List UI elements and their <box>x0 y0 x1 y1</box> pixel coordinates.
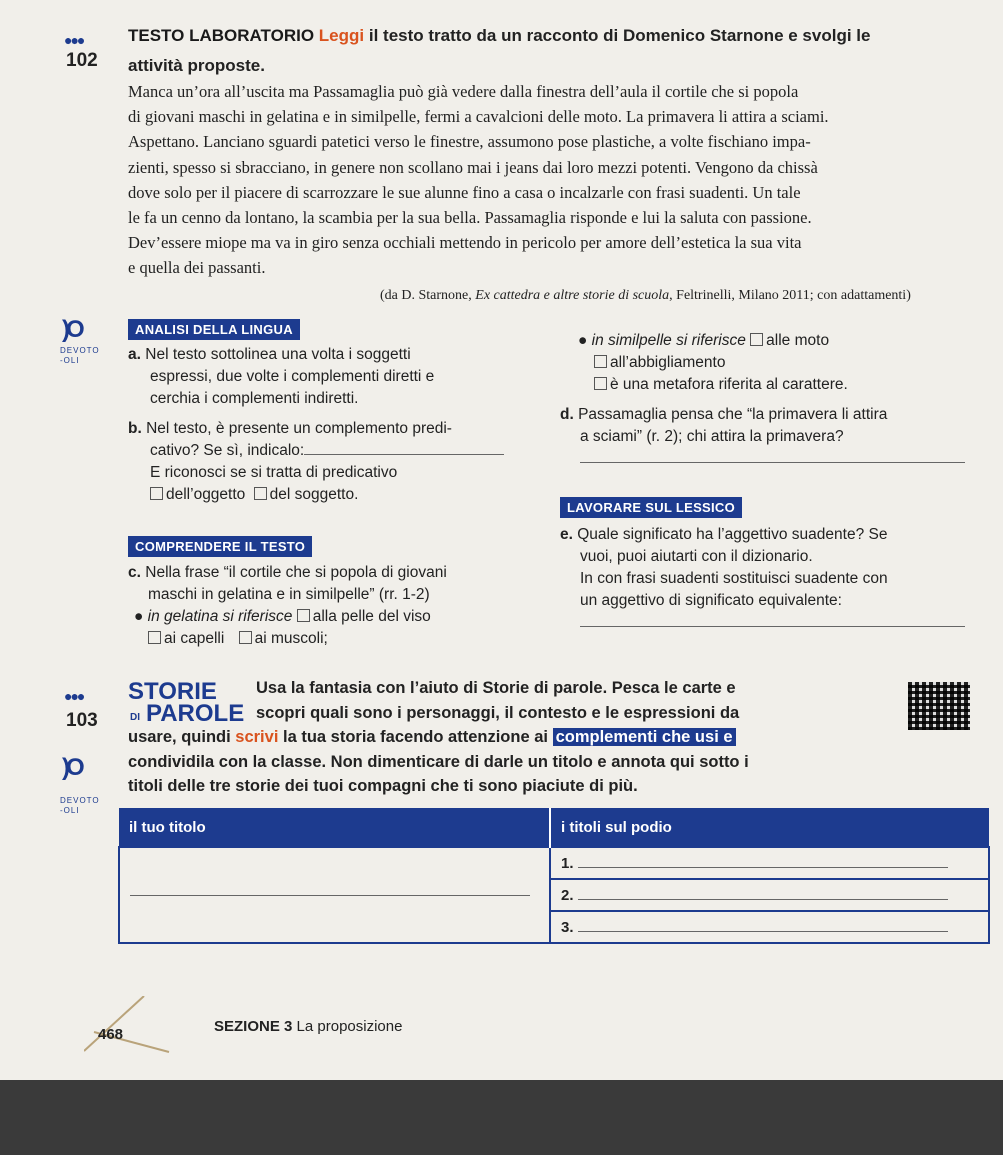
letter-d: d. <box>560 406 574 423</box>
dictionary-icon: )O <box>62 754 81 781</box>
story-line: di giovani maschi in gelatina e in similpelle, fermi a cavalcioni delle moto. La primavera li attira a sciami. <box>128 107 829 127</box>
exercise-a <box>128 344 548 410</box>
e-line4: un aggettivo di significato equivalente: <box>580 592 842 609</box>
letter-e: e. <box>560 526 573 543</box>
option-oggetto: dell’oggetto <box>166 486 246 503</box>
storie-title-line1: STORIE <box>128 678 217 705</box>
titles-table <box>118 808 990 944</box>
a-line: cerchia i complementi indiretti. <box>150 390 359 407</box>
answer-line[interactable] <box>578 931 948 932</box>
section-footer <box>214 1018 402 1035</box>
story-line: le fa un cenno da lontano, la scambia per la sua bella. Passamaglia risponde e lui la saluta con passione. <box>128 208 812 228</box>
e-line1: Quale significato ha l’aggettivo suadente? Se <box>577 526 888 543</box>
devoto-oli-label <box>60 346 100 366</box>
storie-line5: titoli delle tre storie dei tuoi compagni che ti sono piaciute di più. <box>128 777 638 795</box>
checkbox-oggetto[interactable] <box>150 487 163 500</box>
b-line: cativo? Se sì, indicalo: <box>150 442 305 459</box>
story-line: Dev’essere miope ma va in giro senza occhiali mettendo in pericolo per amore dell’estetica la sua vita <box>128 233 802 253</box>
letter-a: a. <box>128 346 141 363</box>
exercise-d <box>560 404 980 468</box>
storie-line1: Usa la fantasia con l’aiuto di Storie di parole. Pesca le carte e <box>256 679 736 697</box>
comprendere-badge: COMPRENDERE IL TESTO <box>128 536 312 557</box>
podium-number: 2. <box>561 886 574 904</box>
checkbox-muscoli[interactable] <box>239 631 252 644</box>
devoto-line2: -OLI <box>60 806 80 815</box>
podium-number: 3. <box>561 918 574 936</box>
exercise-b <box>128 418 548 506</box>
storie-line3-pre: usare, quindi <box>128 728 236 746</box>
exercise-header <box>128 26 988 46</box>
storie-instructions-top <box>256 676 739 725</box>
option-soggetto: del soggetto. <box>269 486 359 503</box>
instruction-lead: Leggi <box>318 26 365 45</box>
option-abbigliamento: all’abbigliamento <box>610 354 726 371</box>
complementi-highlight: complementi che usi e <box>553 728 736 746</box>
c-line2: maschi in gelatina e in similpelle” (rr. 1-2) <box>148 586 430 603</box>
answer-line[interactable] <box>580 462 965 463</box>
option-metafora: è una metafora riferita al carattere. <box>610 376 848 393</box>
option-muscoli: ai muscoli; <box>254 630 328 647</box>
exercise-e <box>560 524 980 626</box>
letter-b: b. <box>128 420 142 437</box>
background-surface <box>0 1080 1003 1155</box>
c-line1: Nella frase “il cortile che si popola di giovani <box>145 564 447 581</box>
checkbox-moto[interactable] <box>750 333 763 346</box>
d-line2: a sciami” (r. 2); chi attira la primavera? <box>580 428 844 445</box>
gelatina-text: in gelatina si riferisce <box>147 608 293 625</box>
storie-title-di: DI <box>130 712 140 723</box>
section-label: SEZIONE 3 <box>214 1018 293 1035</box>
story-line: Aspettano. Lanciano sguardi patetici verso le finestre, assumono pose plastiche, a volte fischiano impa- <box>128 132 811 152</box>
storie-line3-mid: la tua storia facendo attenzione ai <box>278 728 553 746</box>
d-line1: Passamaglia pensa che “la primavera li attira <box>578 406 888 423</box>
podium-row-3[interactable] <box>550 911 989 943</box>
b-line: E riconosci se si tratta di predicativo <box>150 464 398 481</box>
difficulty-dots: ●●● <box>64 688 84 704</box>
podium-number: 1. <box>561 854 574 872</box>
checkbox-capelli[interactable] <box>148 631 161 644</box>
similpelle-question: ● in similpelle si riferisce alle moto all’abbigliamento è una metafora riferita al carattere. <box>578 332 848 393</box>
e-line2: vuoi, puoi aiutarti con il dizionario. <box>580 548 813 565</box>
source-prefix: (da D. Starnone, <box>380 288 476 303</box>
analisi-badge: ANALISI DELLA LINGUA <box>128 319 300 340</box>
story-line: Manca un’ora all’uscita ma Passamaglia può già vedere dalla finestra dell’aula il cortile che si popola <box>128 82 799 101</box>
lessico-badge: LAVORARE SUL LESSICO <box>560 497 742 518</box>
storie-line4: condividila con la classe. Non dimenticare di darle un titolo e annota qui sotto i <box>128 752 749 771</box>
option-pelle: alla pelle del viso <box>312 608 431 625</box>
devoto-line2: -OLI <box>60 356 80 365</box>
letter-c: c. <box>128 564 141 581</box>
podium-row-1[interactable] <box>550 847 989 879</box>
source-suffix: , Feltrinelli, Milano 2011; con adattamenti) <box>669 288 911 303</box>
a-line: Nel testo sottolinea una volta i soggetti <box>145 346 411 363</box>
scrivi-word: scrivi <box>235 728 279 746</box>
devoto-line1: DEVOTO <box>60 346 100 355</box>
testo-laboratorio-label: TESTO LABORATORIO <box>128 26 315 45</box>
story-line: zienti, spesso si sbracciano, in genere non scollano mai i jeans dai loro mezzi potenti. Vengono da chissà <box>128 157 818 177</box>
devoto-line1: DEVOTO <box>60 796 100 805</box>
story-line: dove solo per il piacere di scarrozzare le sue alunne fino a casa o incalzarle con frasi suadenti. Un tale <box>128 182 801 202</box>
b-line: Nel testo, è presente un complemento predi- <box>146 420 452 437</box>
source-citation <box>380 288 911 304</box>
checkbox-soggetto[interactable] <box>254 487 267 500</box>
page-number: 468 <box>98 1026 124 1043</box>
podium-row-2[interactable] <box>550 879 989 911</box>
exercise-number-102: 102 <box>66 50 98 71</box>
story-text <box>128 79 988 281</box>
devoto-oli-label <box>60 796 100 816</box>
answer-line[interactable] <box>578 867 948 868</box>
section-title: La proposizione <box>296 1018 403 1035</box>
checkbox-pelle[interactable] <box>297 609 310 622</box>
option-moto: alle moto <box>766 332 830 349</box>
tuo-titolo-cell[interactable] <box>119 847 550 943</box>
source-title: Ex cattedra e altre storie di scuola <box>475 288 670 303</box>
e-line3: In con frasi suadenti sostituisci suadente con <box>580 570 888 587</box>
checkbox-abbigliamento[interactable] <box>594 355 607 368</box>
answer-line[interactable] <box>578 899 948 900</box>
option-capelli: ai capelli <box>164 630 225 647</box>
col-header-tuo-titolo: il tuo titolo <box>119 808 550 847</box>
difficulty-dots: ●●● <box>64 32 84 48</box>
storie-instructions <box>128 725 749 799</box>
storie-title-line2: PAROLE <box>146 700 245 727</box>
qr-code-icon[interactable] <box>908 682 970 730</box>
instruction-text: il testo tratto da un racconto di Domenico Starnone e svolgi le <box>368 26 871 45</box>
col-header-podio: i titoli sul podio <box>550 808 989 847</box>
similpelle-text: in similpelle si riferisce <box>591 332 746 349</box>
storie-line2: scopri quali sono i personaggi, il contesto e le espressioni da <box>256 703 740 722</box>
story-line: e quella dei passanti. <box>128 258 266 278</box>
answer-line[interactable] <box>130 895 530 896</box>
exercise-number-103: 103 <box>66 710 98 731</box>
instruction-line2: attività proposte. <box>128 56 265 75</box>
answer-line[interactable] <box>580 626 965 627</box>
a-line: espressi, due volte i complementi diretti e <box>150 368 435 385</box>
checkbox-metafora[interactable] <box>594 377 607 390</box>
dictionary-icon: )O <box>62 316 81 343</box>
exercise-c: c. Nella frase “il cortile che si popola di giovani maschi in gelatina e in similpelle” (rr. 1-2) ● in gelatina si riferisce alla pelle del viso ai capelli ai muscoli; <box>128 562 548 650</box>
answer-line[interactable] <box>304 454 504 455</box>
